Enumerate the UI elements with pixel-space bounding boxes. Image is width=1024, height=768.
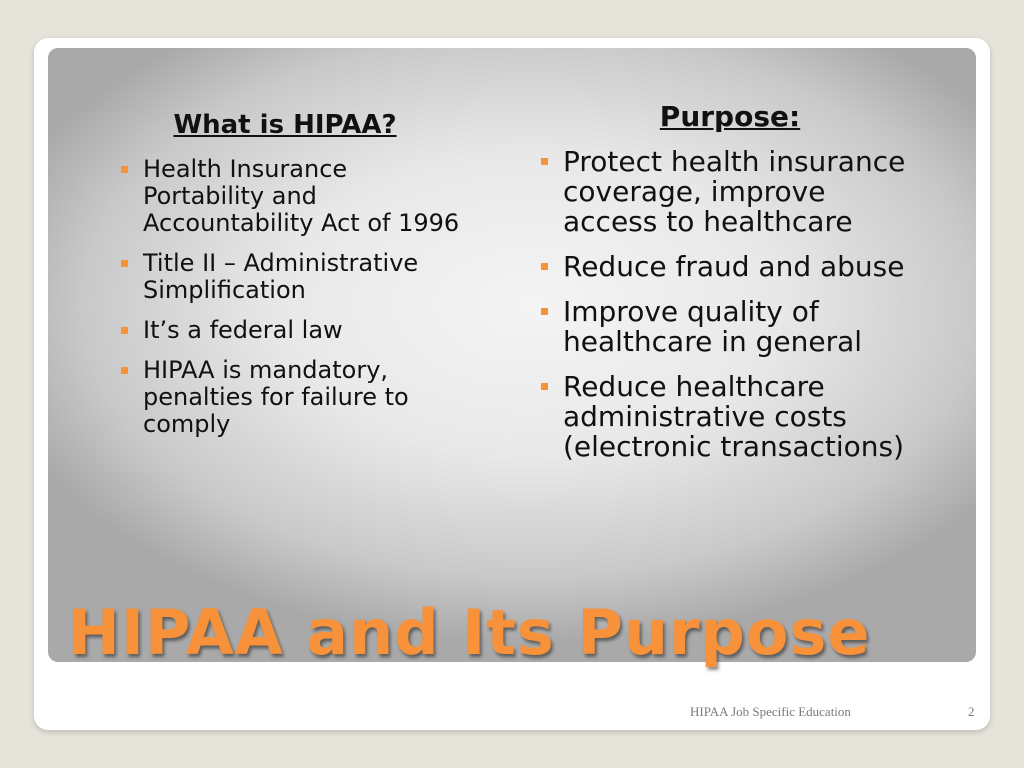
- left-column-heading: What is HIPAA?: [173, 110, 397, 140]
- bullet-text: Reduce fraud and abuse: [563, 250, 905, 283]
- list-item: [563, 372, 923, 462]
- list-item: [143, 156, 473, 237]
- list-item: [143, 357, 473, 438]
- list-item: [563, 297, 923, 357]
- square-bullet-icon: [541, 308, 548, 315]
- page-number: 2: [968, 704, 975, 719]
- square-bullet-icon: [121, 327, 128, 334]
- bullet-text: Title II – Administrative Simplification: [143, 249, 419, 304]
- bullet-text: Protect health insurance coverage, improve access to healthcare: [563, 145, 906, 238]
- list-item: [563, 252, 923, 282]
- list-item: [143, 250, 473, 304]
- bullet-text: HIPAA is mandatory, penalties for failure to comply: [143, 356, 409, 438]
- list-item: [143, 317, 473, 344]
- bullet-text: Health Insurance Portability and Accountability Act of 1996: [143, 155, 460, 237]
- list-item: [563, 147, 923, 237]
- square-bullet-icon: [541, 383, 548, 390]
- square-bullet-icon: [121, 166, 128, 173]
- bullet-text: Reduce healthcare administrative costs (electronic transactions): [563, 370, 905, 463]
- bullet-text: It’s a federal law: [143, 316, 343, 344]
- square-bullet-icon: [541, 158, 548, 165]
- square-bullet-icon: [121, 367, 128, 374]
- right-bullet-list: [563, 147, 923, 477]
- footer-label: HIPAA Job Specific Education: [690, 704, 851, 719]
- slide-title: HIPAA and Its Purpose: [68, 596, 871, 669]
- right-column-heading: Purpose:: [659, 100, 801, 133]
- square-bullet-icon: [121, 260, 128, 267]
- left-bullet-list: [143, 156, 473, 451]
- square-bullet-icon: [541, 263, 548, 270]
- bullet-text: Improve quality of healthcare in general: [563, 295, 863, 358]
